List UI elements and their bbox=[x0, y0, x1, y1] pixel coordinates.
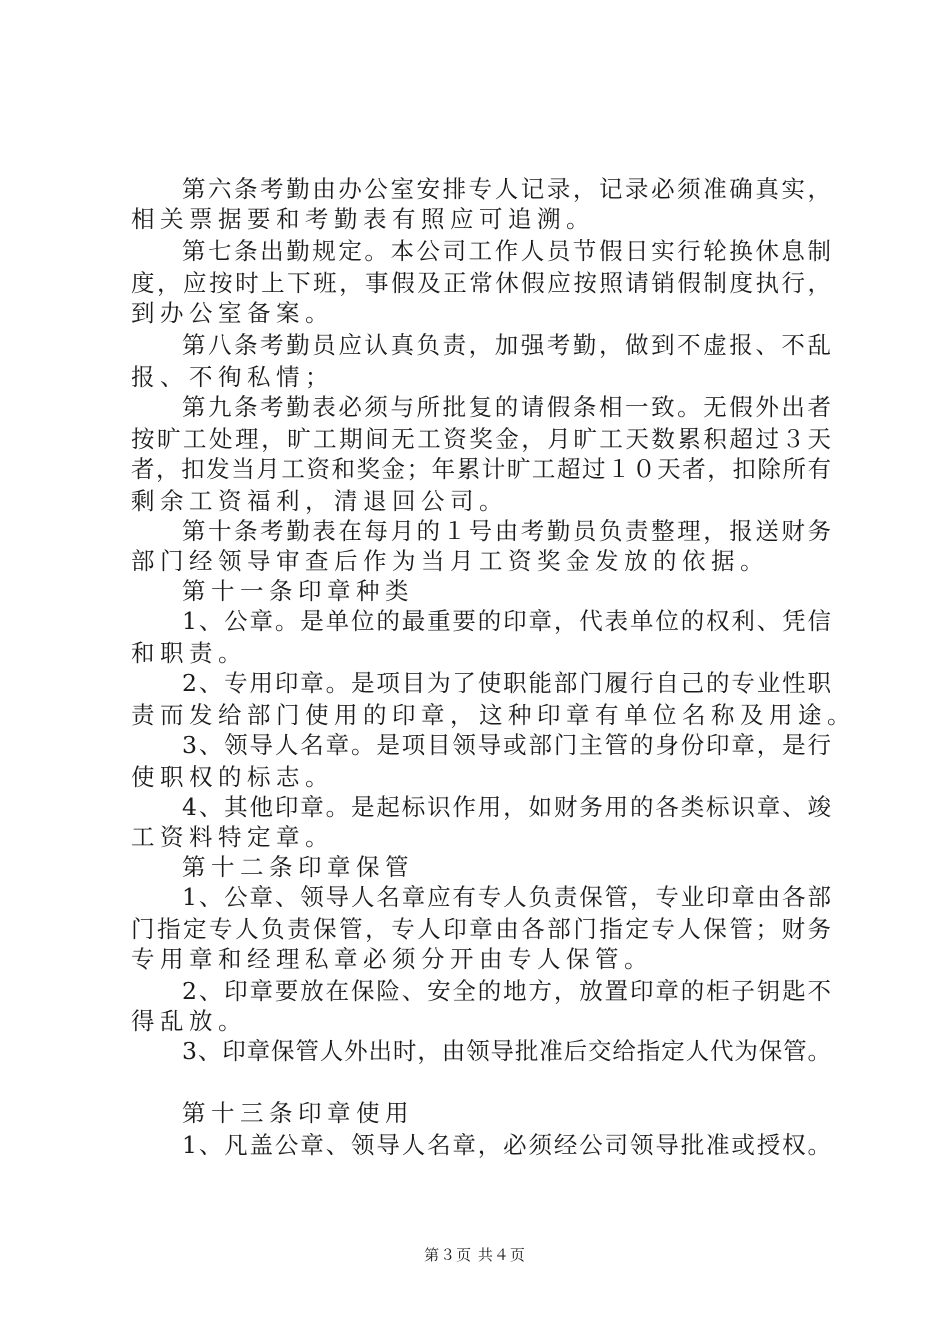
paragraph-line: 者，扣发当月工资和奖金；年累计旷工超过１０天者，扣除所有 bbox=[131, 455, 831, 483]
paragraph-line: 1、凡盖公章、领导人名章，必须经公司领导批准或授权。 bbox=[182, 1131, 831, 1159]
paragraph-line: 第六条考勤由办公室安排专人记录，记录必须准确真实， bbox=[182, 175, 831, 203]
paragraph-line: 剩余工资福利，清退回公司。 bbox=[131, 487, 508, 515]
section-heading: 第十二条印章保管 bbox=[182, 853, 414, 881]
paragraph-line: 工资料特定章。 bbox=[131, 823, 334, 851]
paragraph-line: 2、印章要放在保险、安全的地方，放置印章的柜子钥匙不 bbox=[182, 977, 831, 1005]
paragraph-line: 专用章和经理私章必须分开由专人保管。 bbox=[131, 945, 653, 973]
paragraph-line: 第八条考勤员应认真负责，加强考勤，做到不虚报、不乱 bbox=[182, 331, 831, 359]
paragraph-line: 4、其他印章。是起标识作用，如财务用的各类标识章、竣 bbox=[182, 793, 831, 821]
paragraph-line: 度，应按时上下班，事假及正常休假应按照请销假制度执行， bbox=[131, 269, 831, 297]
paragraph-line: 得乱放。 bbox=[131, 1007, 247, 1035]
paragraph-line: 第十条考勤表在每月的１号由考勤员负责整理，报送财务 bbox=[182, 517, 831, 545]
paragraph-line: 第七条出勤规定。本公司工作人员节假日实行轮换休息制 bbox=[182, 237, 831, 265]
paragraph-line: 使职权的标志。 bbox=[131, 763, 334, 791]
paragraph-line: 1、公章、领导人名章应有专人负责保管，专业印章由各部 bbox=[182, 883, 831, 911]
paragraph-line: 3、印章保管人外出时，由领导批准后交给指定人代为保管。 bbox=[182, 1037, 831, 1065]
paragraph-line: 部门经领导审查后作为当月工资奖金发放的依据。 bbox=[131, 547, 769, 575]
paragraph-line: 责而发给部门使用的印章，这种印章有单位名称及用途。 bbox=[131, 701, 856, 729]
page-number-footer: 第３页 共４页 bbox=[424, 1246, 526, 1264]
paragraph-line: 按旷工处理，旷工期间无工资奖金，月旷工天数累积超过３天 bbox=[131, 425, 831, 453]
paragraph-line: 2、专用印章。是项目为了使职能部门履行自己的专业性职 bbox=[182, 669, 831, 697]
section-heading: 第十一条印章种类 bbox=[182, 577, 414, 605]
paragraph-line: 3、领导人名章。是项目领导或部门主管的身份印章，是行 bbox=[182, 731, 831, 759]
section-heading: 第十三条印章使用 bbox=[182, 1099, 414, 1127]
paragraph-line: 1、公章。是单位的最重要的印章，代表单位的权利、凭信 bbox=[182, 607, 831, 635]
paragraph-line: 到办公室备案。 bbox=[131, 299, 334, 327]
paragraph-line: 门指定专人负责保管，专人印章由各部门指定专人保管；财务 bbox=[131, 915, 831, 943]
paragraph-line: 报、不徇私情； bbox=[131, 363, 334, 391]
paragraph-line: 和职责。 bbox=[131, 639, 247, 667]
paragraph-line: 第九条考勤表必须与所批复的请假条相一致。无假外出者 bbox=[182, 393, 831, 421]
paragraph-line: 相关票据要和考勤表有照应可追溯。 bbox=[131, 205, 595, 233]
